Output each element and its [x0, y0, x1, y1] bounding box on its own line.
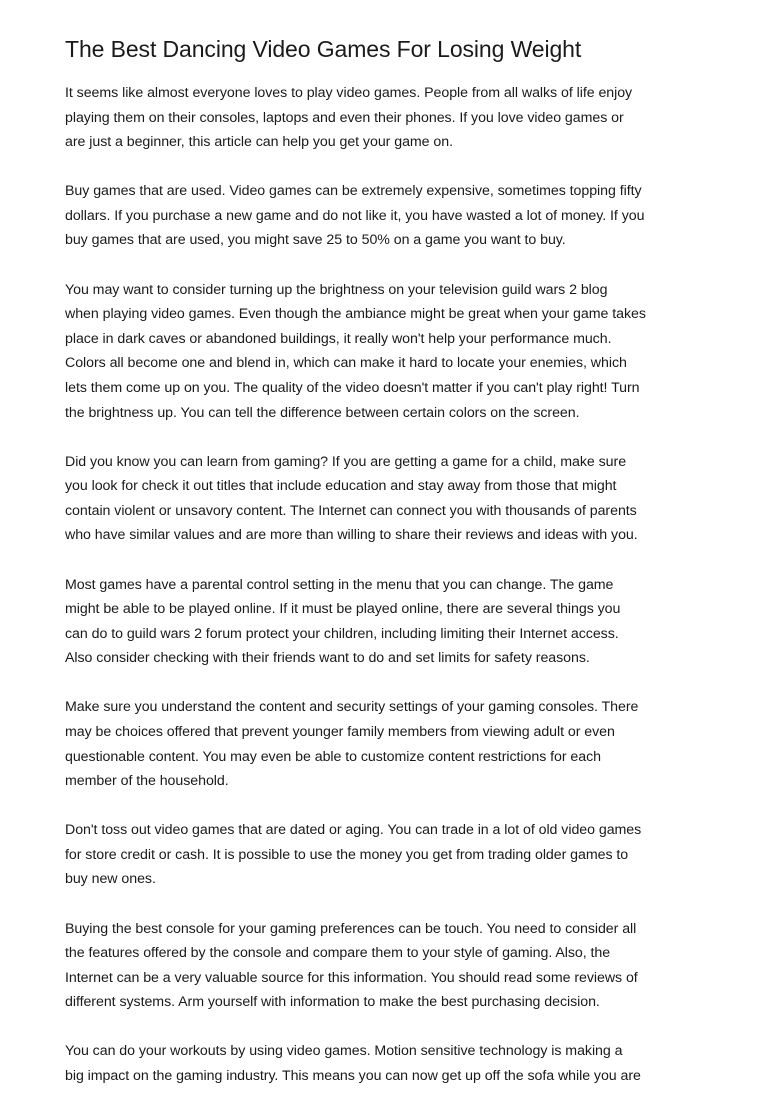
text-line: member of the household. [65, 773, 229, 790]
text-line: dollars. If you purchase a new game and do not like it, you have wasted a lot of money. If you [65, 207, 645, 224]
text-line: Colors all become one and blend in, which can make it hard to locate your enemies, which [65, 355, 627, 372]
document-page [65, 34, 715, 1113]
article-body [65, 81, 715, 1089]
paragraph [65, 278, 715, 426]
text-line: can do to guild wars 2 forum protect your children, including limiting their Internet access. [65, 625, 619, 642]
text-line: You can do your workouts by using video games. Motion sensitive technology is making a [65, 1043, 623, 1060]
text-line: You may want to consider turning up the brightness on your television guild wars 2 blog [65, 281, 608, 298]
text-line: playing them on their consoles, laptops and even their phones. If you love video games or [65, 109, 624, 126]
text-line: who have similar values and are more than willing to share their reviews and ideas with you. [65, 527, 638, 544]
text-line: different systems. Arm yourself with information to make the best purchasing decision. [65, 994, 600, 1011]
paragraph [65, 917, 715, 1015]
paragraph [65, 81, 715, 155]
text-line: Make sure you understand the content and security settings of your gaming consoles. There [65, 699, 639, 716]
text-line: lets them come up on you. The quality of the video doesn't matter if you can't play right! Turn [65, 379, 640, 396]
text-line: Don't toss out video games that are dated or aging. You can trade in a lot of old video games [65, 822, 642, 839]
text-line: place in dark caves or abandoned buildings, it really won't help your performance much. [65, 330, 612, 347]
text-line: buy games that are used, you might save 25 to 50% on a game you want to buy. [65, 232, 566, 249]
text-line: Buying the best console for your gaming preferences can be touch. You need to consider all [65, 920, 637, 937]
text-line: Internet can be a very valuable source for this information. You should read some reviews of [65, 969, 638, 986]
paragraph [65, 450, 715, 548]
document-title: The Best Dancing Video Games For Losing Weight [65, 36, 582, 62]
text-line: may be choices offered that prevent younger family members from viewing adult or even [65, 723, 615, 740]
text-line: questionable content. You may even be able to customize content restrictions for each [65, 748, 601, 765]
text-line: buy new ones. [65, 871, 156, 888]
text-line: you look for check it out titles that include education and stay away from those that might [65, 478, 617, 495]
text-line: might be able to be played online. If it must be played online, there are several things you [65, 601, 621, 618]
text-line: Did you know you can learn from gaming? If you are getting a game for a child, make sure [65, 453, 627, 470]
text-line: It seems like almost everyone loves to play video games. People from all walks of life enjoy [65, 85, 633, 101]
paragraph [65, 179, 715, 253]
text-line: Also consider checking with their friends want to do and set limits for safety reasons. [65, 650, 590, 667]
text-line: the brightness up. You can tell the difference between certain colors on the screen. [65, 404, 580, 421]
text-line: big impact on the gaming industry. This means you can now get up off the sofa while you are [65, 1068, 641, 1084]
text-line: are just a beginner, this article can help you get your game on. [65, 134, 453, 151]
paragraph [65, 1039, 715, 1088]
text-line: when playing video games. Even though the ambiance might be great when your game takes [65, 306, 646, 323]
text-line: for store credit or cash. It is possible to use the money you get from trading older games to [65, 846, 629, 863]
paragraph [65, 818, 715, 892]
text-line: Buy games that are used. Video games can be extremely expensive, sometimes topping fifty [65, 183, 642, 200]
text-line: the features offered by the console and compare them to your style of gaming. Also, the [65, 945, 611, 962]
text-line: Most games have a parental control setting in the menu that you can change. The game [65, 576, 614, 593]
paragraph [65, 573, 715, 671]
text-line: contain violent or unsavory content. The Internet can connect you with thousands of parents [65, 502, 637, 519]
paragraph [65, 695, 715, 793]
